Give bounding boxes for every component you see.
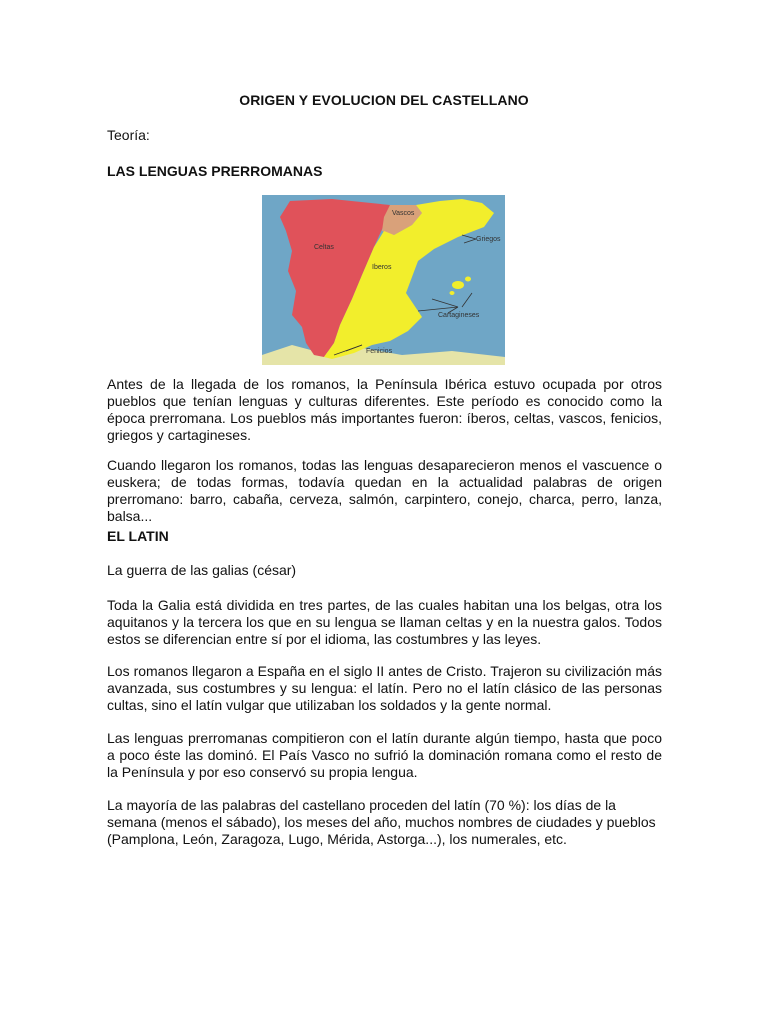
map-balearic-island-2 bbox=[465, 277, 471, 282]
map-label-iberos: Iberos bbox=[372, 264, 392, 271]
prerroman-peoples-map bbox=[262, 195, 505, 365]
paragraph-prerroman-intro: Antes de la llegada de los romanos, la Península Ibérica estuvo ocupada por otros pueblos que tenían lenguas y culturas diferentes. Este período es conocido como la época prerromana. Los pueblos más importantes fueron: íberos, celtas, vascos, fenicios, griegos y cartagineses. bbox=[107, 376, 662, 443]
page-title: ORIGEN Y EVOLUCION DEL CASTELLANO bbox=[239, 92, 529, 108]
paragraph-lenguas-compitieron: Las lenguas prerromanas compitieron con el latín durante algún tiempo, hasta que poco a poco éste las dominó. El País Vasco no sufrió la dominación romana como el resto de la Península y por eso conservó su propia lengua. bbox=[107, 730, 662, 780]
teoria-label: Teoría: bbox=[107, 127, 150, 143]
paragraph-palabras-latin: La mayoría de las palabras del castellano proceden del latín (70 %): los días de la semana (menos el sábado), los meses del año, muchos nombres de ciudades y pueblos (Pamplona, León, Zaragoza, Lugo, Mérida, Astorga...), los numerales, etc. bbox=[107, 797, 656, 847]
paragraph-romanos-llegaron: Los romanos llegaron a España en el siglo II antes de Cristo. Trajeron su civilización más avanzada, sus costumbres y su lengua: el latín. Pero no el latín clásico de las personas cultas, sino el latín vulgar que utilizaban los soldados y la gente normal. bbox=[107, 663, 662, 713]
map-label-griegos: Griegos bbox=[476, 236, 501, 243]
paragraph-galia: Toda la Galia está dividida en tres partes, de las cuales habitan una los belgas, otra los aquitanos y la tercera los que en su lengua se llaman celtas y en la nuestra galos. Todos estos se diferencian entre sí por el idioma, las costumbres y las leyes. bbox=[107, 597, 662, 647]
map-label-celtas: Celtas bbox=[314, 244, 334, 251]
map-balearic-island-1 bbox=[452, 281, 464, 289]
map-label-vascos: Vascos bbox=[392, 210, 415, 217]
subtitle-guerra-galias: La guerra de las galias (césar) bbox=[107, 562, 297, 578]
paragraph-prerroman-words: Cuando llegaron los romanos, todas las lenguas desaparecieron menos el vascuence o euskera; de todas formas, todavía quedan en la actualidad palabras de origen prerromano: barro, cabaña, cerveza, salmón, carpintero, conejo, charca, perro, lanza, balsa... bbox=[107, 457, 662, 524]
section-heading-lenguas-prerromanas: LAS LENGUAS PRERROMANAS bbox=[107, 163, 323, 179]
map-label-cartagineses: Cartagineses bbox=[438, 312, 480, 319]
section-heading-el-latin: EL LATIN bbox=[107, 528, 169, 544]
map-balearic-island-3 bbox=[450, 291, 455, 295]
map-label-fenicios: Fenicios bbox=[366, 348, 393, 355]
